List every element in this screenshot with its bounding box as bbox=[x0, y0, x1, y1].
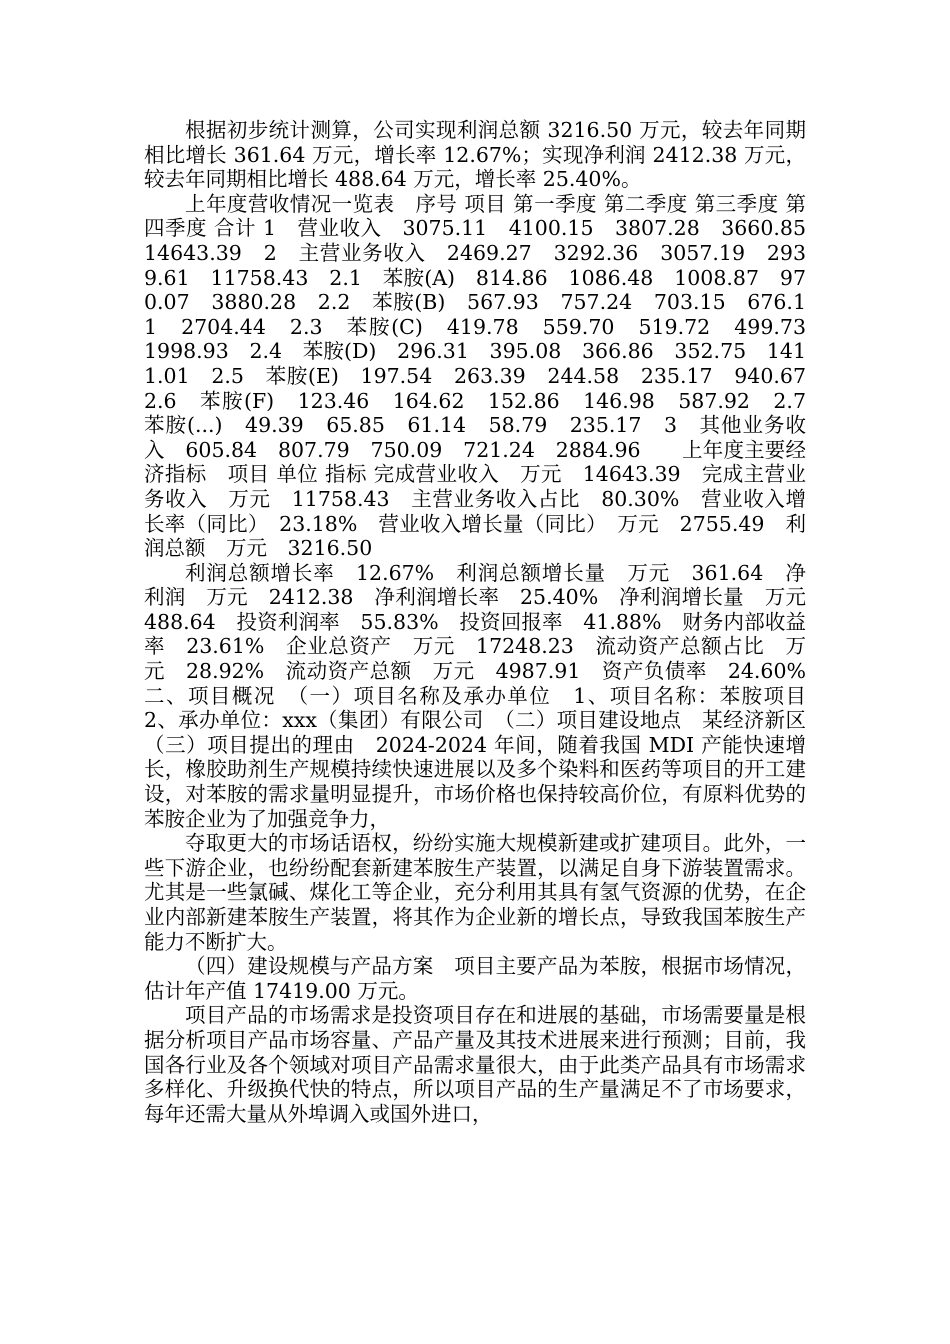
paragraph-market-demand: 项目产品的市场需求是投资项目存在和进展的基础，市场需要量是根据分析项目产品市场容量、产品产量及其技术进展来进行预测；目前，我国各行业及各个领域对项目产品需求量很大，由于此类产品具有市场需求多样化、升级换代快的特点，所以项目产品的生产量满足不了市场要求，每年还需大量从外埠调入或国外进口， bbox=[144, 1003, 806, 1126]
paragraph-indicators-overview: 利润总额增长率 12.67% 利润总额增长量 万元 361.64 净利润 万元 2412.38 净利润增长率 25.40% 净利润增长量 万元 488.64 投资利润率 55.83% 投资回报率 41.88% 财务内部收益率 23.61% 企业总资产 万元 17248.23 流动资产总额占比 万元 28.92% 流动资产总额 万元 4987.91 资产负债率 24.60% 二、项目概况 （一）项目名称及承办单位 1、项目名称：苯胺项目 2、承办单位：xxx（集团）有限公司 （二）项目建设地点 某经济新区 （三）项目提出的理由 2024-2024 年间，随着我国 MDI 产能快速增长，橡胶助剂生产规模持续快速进展以及多个染料和医药等项目的开工建设，对苯胺的需求量明显提升，市场价格也保持较高价位，有原料优势的苯胺企业为了加强竞争力， bbox=[144, 560, 847, 831]
paragraph-scale-product-plan: （四）建设规模与产品方案 项目主要产品为苯胺，根据市场情况，估计年产值 17419.00 万元。 bbox=[144, 954, 806, 1003]
paragraph-profit-summary: 根据初步统计测算，公司实现利润总额 3216.50 万元，较去年同期相比增长 361.64 万元，增长率 12.67%；实现净利润 2412.38 万元，较去年同期相比增长 488.64 万元，增长率 25.40%。 bbox=[144, 118, 806, 192]
paragraph-revenue-table: 上年度营收情况一览表 序号 项目 第一季度 第二季度 第三季度 第四季度 合计 1 营业收入 3075.11 4100.15 3807.28 3660.85 14643.39 2 主营业务收入 2469.27 3292.36 3057.19 2939.61 11758.43 2.1 苯胺(A) 814.86 1086.48 1008.87 970.07 3880.28 2.2 苯胺(B) 567.93 757.24 703.15 676.11 2704.44 2.3 苯胺(C) 419.78 559.70 519.72 499.73 1998.93 2.4 苯胺(D) 296.31 395.08 366.86 352.75 1411.01 2.5 苯胺(E) 197.54 263.39 244.58 235.17 940.67 2.6 苯胺(F) 123.46 164.62 152.86 146.98 587.92 2.7 苯胺(...) 49.39 65.85 61.14 58.79 235.17 3 其他业务收入 605.84 807.79 750.09 721.24 2884.96 上年度主要经济指标 项目 单位 指标 完成营业收入 万元 14643.39 完成主营业务收入 万元 11758.43 主营业务收入占比 80.30% 营业收入增长率（同比） 23.18% 营业收入增长量（同比） 万元 2755.49 利润总额 万元 3216.50 bbox=[144, 191, 827, 561]
document-page bbox=[144, 118, 847, 1126]
paragraph-market-expansion: 夺取更大的市场话语权，纷纷实施大规模新建或扩建项目。此外，一些下游企业，也纷纷配套新建苯胺生产装置，以满足自身下游装置需求。尤其是一些氯碱、煤化工等企业，充分利用其具有氢气资源的优势，在企业内部新建苯胺生产装置，将其作为企业新的增长点，导致我国苯胺生产能力不断扩大。 bbox=[144, 831, 806, 954]
